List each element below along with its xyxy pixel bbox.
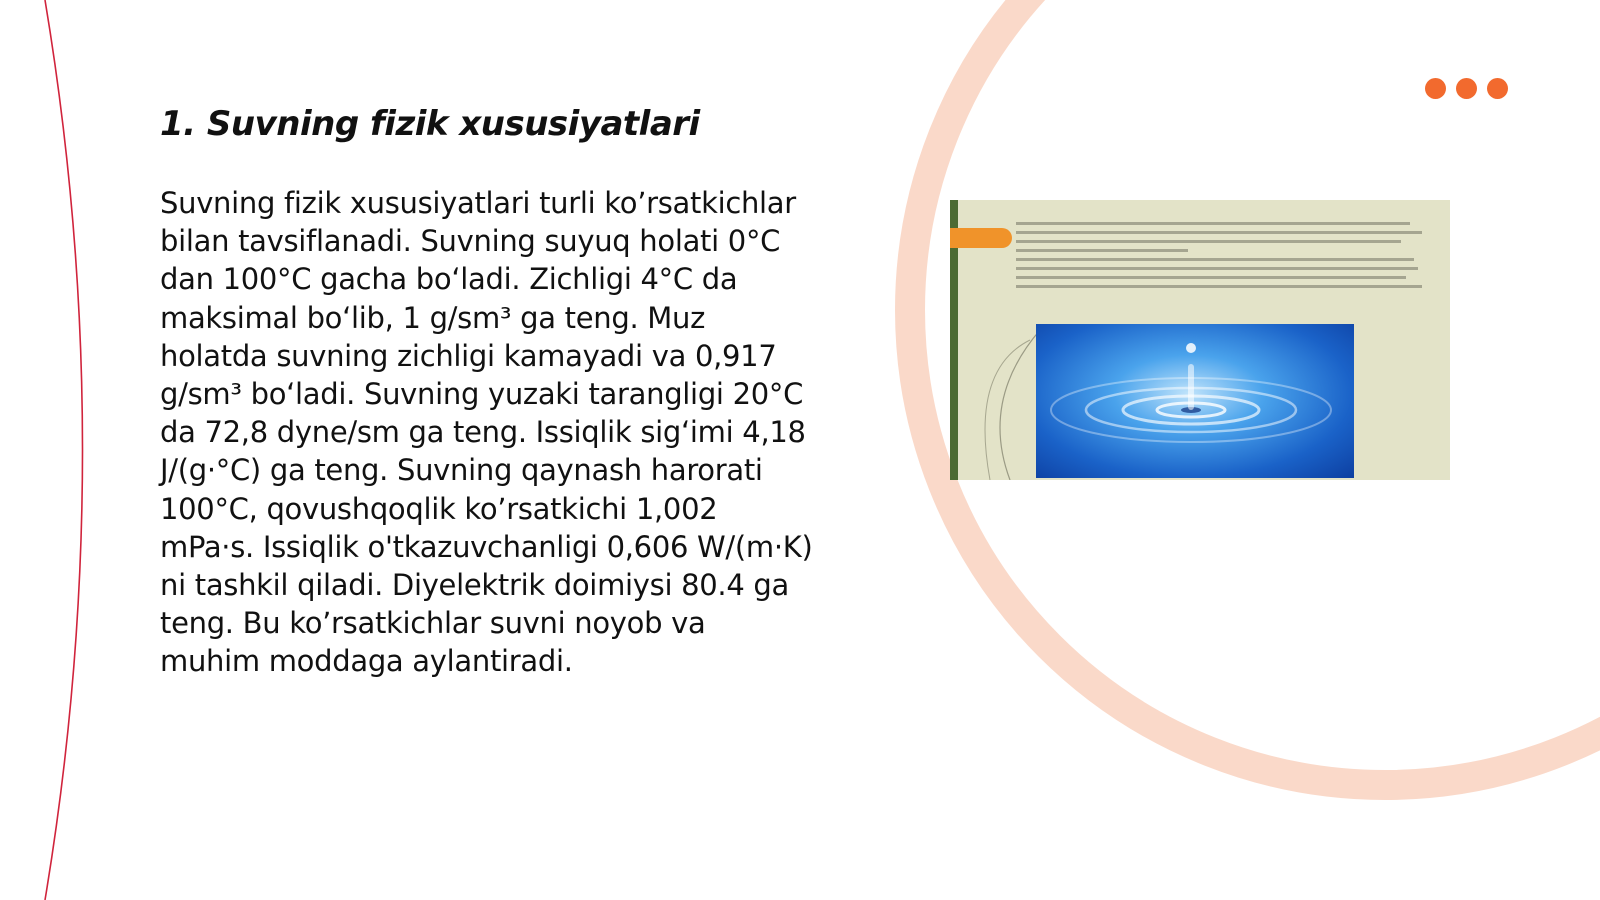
body-line: teng. Bu ko’rsatkichlar suvni noyob va xyxy=(160,606,706,641)
body-line: dan 100°C gacha bo‘ladi. Zichligi 4°C da xyxy=(160,262,738,297)
water-ripple-photo xyxy=(1036,324,1354,478)
body-line: 100°C, qovushqoqlik ko’rsatkichi 1,002 xyxy=(160,491,718,526)
body-line: holatda suvning zichligi kamayadi va 0,917 xyxy=(160,338,777,373)
dot-icon xyxy=(1487,78,1508,99)
body-line: J/(g·°C) ga teng. Suvning qaynash harorati xyxy=(160,453,763,488)
body-line: ni tashkil qiladi. Diyelektrik doimiysi 80.4 ga xyxy=(160,568,789,603)
body-line: Suvning fizik xususiyatlari turli ko’rsatkichlar xyxy=(160,186,796,220)
body-line: maksimal bo‘lib, 1 g/sm³ ga teng. Muz xyxy=(160,300,706,335)
slide-body-text xyxy=(160,184,850,681)
dot-icon xyxy=(1456,78,1477,99)
ripple-icon xyxy=(1036,324,1354,478)
left-curve-line xyxy=(45,0,83,900)
slide-title: 1. Suvning fizik xususiyatlari xyxy=(160,104,700,144)
water-drop-ripple-image xyxy=(950,200,1450,480)
body-line: mPa·s. Issiqlik o'tkazuvchanligi 0,606 W/(m·K) xyxy=(160,529,813,564)
dot-icon xyxy=(1425,78,1446,99)
body-line: bilan tavsiflanadi. Suvning suyuq holati 0°C xyxy=(160,224,781,259)
three-dots-decoration xyxy=(1425,78,1508,99)
body-line: da 72,8 dyne/sm ga teng. Issiqlik sig‘imi 4,18 xyxy=(160,415,806,450)
body-line: muhim moddaga aylantiradi. xyxy=(160,644,573,679)
body-line: g/sm³ bo‘ladi. Suvning yuzaki tarangligi 20°C xyxy=(160,377,804,412)
